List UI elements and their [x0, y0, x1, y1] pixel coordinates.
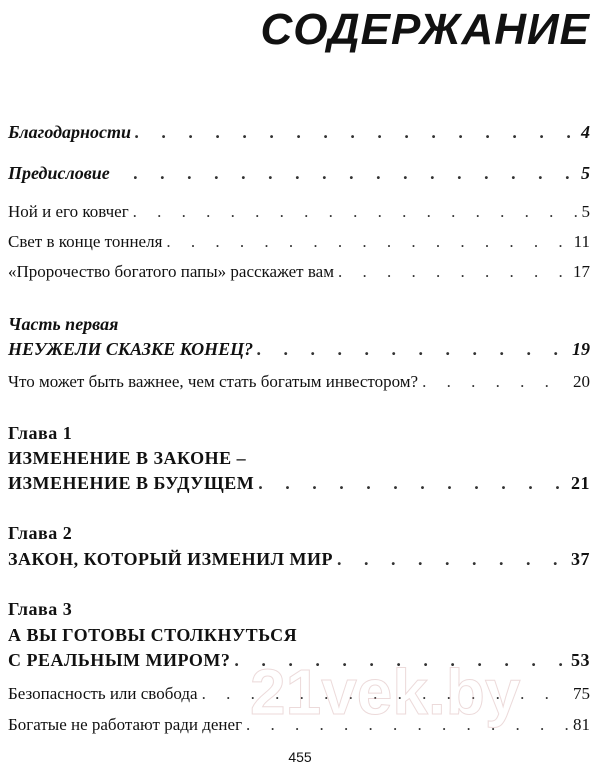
dot-leader [134, 162, 577, 184]
toc-entry-page: 81 [573, 715, 590, 734]
dot-leader [338, 261, 569, 283]
toc-entry-page: 17 [573, 262, 590, 281]
toc-entry-label: Предисловие [8, 163, 110, 183]
toc-entry-page: 37 [571, 549, 590, 569]
toc-entry-label: Что может быть важнее, чем стать богатым инвестором? [8, 372, 419, 391]
dot-leader [337, 548, 567, 570]
dot-leader [202, 683, 569, 705]
toc-entry-acknowledgments[interactable] [8, 121, 590, 143]
toc-entry-label: ЗАКОН, КОТОРЫЙ ИЗМЕНИЛ МИР [8, 549, 334, 569]
toc-entry-page: 75 [573, 684, 590, 703]
dot-leader [246, 714, 569, 736]
page-title: СОДЕРЖАНИЕ [260, 5, 590, 54]
toc-entry-rich[interactable] [8, 714, 590, 736]
toc-entry-page: 4 [581, 122, 590, 142]
toc-entry-label: Свет в конце тоннеля [8, 232, 163, 251]
toc-entry-page: 53 [571, 650, 590, 670]
toc-entry-label: Благодарности [8, 122, 132, 142]
toc-entry-label: «Пророчество богатого папы» расскажет вам [8, 262, 334, 281]
toc-entry-label: Безопасность или свобода [8, 684, 198, 703]
dot-leader [166, 231, 569, 253]
toc-entry-light[interactable] [8, 231, 590, 253]
chapter-title-line: А ВЫ ГОТОВЫ СТОЛКНУТЬСЯ [8, 625, 298, 645]
dot-leader [422, 371, 569, 393]
part-heading: Часть первая [8, 314, 119, 334]
chapter-heading: Глава 2 [8, 523, 73, 543]
toc-entry-page: 11 [573, 232, 590, 251]
toc-entry-prophecy[interactable] [8, 261, 590, 283]
toc-entry-chapter3[interactable] [8, 649, 590, 671]
toc-entry-page: 21 [571, 473, 590, 493]
toc-entry-label: Богатые не работают ради денег [8, 715, 243, 734]
dot-leader [133, 201, 578, 223]
toc-entry-page: 5 [581, 163, 590, 183]
toc-entry-chapter1[interactable] [8, 472, 590, 494]
toc-entry-part1[interactable] [8, 338, 590, 360]
chapter-heading: Глава 3 [8, 599, 73, 619]
toc-entry-security[interactable] [8, 683, 590, 705]
toc-entry-page: 5 [581, 202, 590, 221]
dot-leader [234, 649, 567, 671]
chapter-heading: Глава 1 [8, 423, 73, 443]
toc-entry-label: Ной и его ковчег [8, 202, 129, 221]
toc-entry-label: С РЕАЛЬНЫМ МИРОМ? [8, 650, 231, 670]
dot-leader [135, 121, 577, 143]
dot-leader [258, 472, 567, 494]
page-number: 455 [288, 749, 312, 765]
toc-entry-label: ИЗМЕНЕНИЕ В БУДУЩЕМ [8, 473, 255, 493]
dot-leader [257, 338, 568, 360]
watermark: 21vek.by [250, 656, 521, 728]
toc-entry-chapter2[interactable] [8, 548, 590, 570]
chapter-title-line: ИЗМЕНЕНИЕ В ЗАКОНЕ – [8, 448, 247, 468]
toc-entry-label: НЕУЖЕЛИ СКАЗКЕ КОНЕЦ? [8, 339, 254, 359]
toc-entry-page: 19 [572, 339, 590, 359]
toc-entry-noah[interactable] [8, 201, 590, 223]
toc-entry-investor[interactable] [8, 371, 590, 393]
toc-entry-preface[interactable] [8, 162, 590, 184]
toc-entry-page: 20 [573, 372, 590, 391]
